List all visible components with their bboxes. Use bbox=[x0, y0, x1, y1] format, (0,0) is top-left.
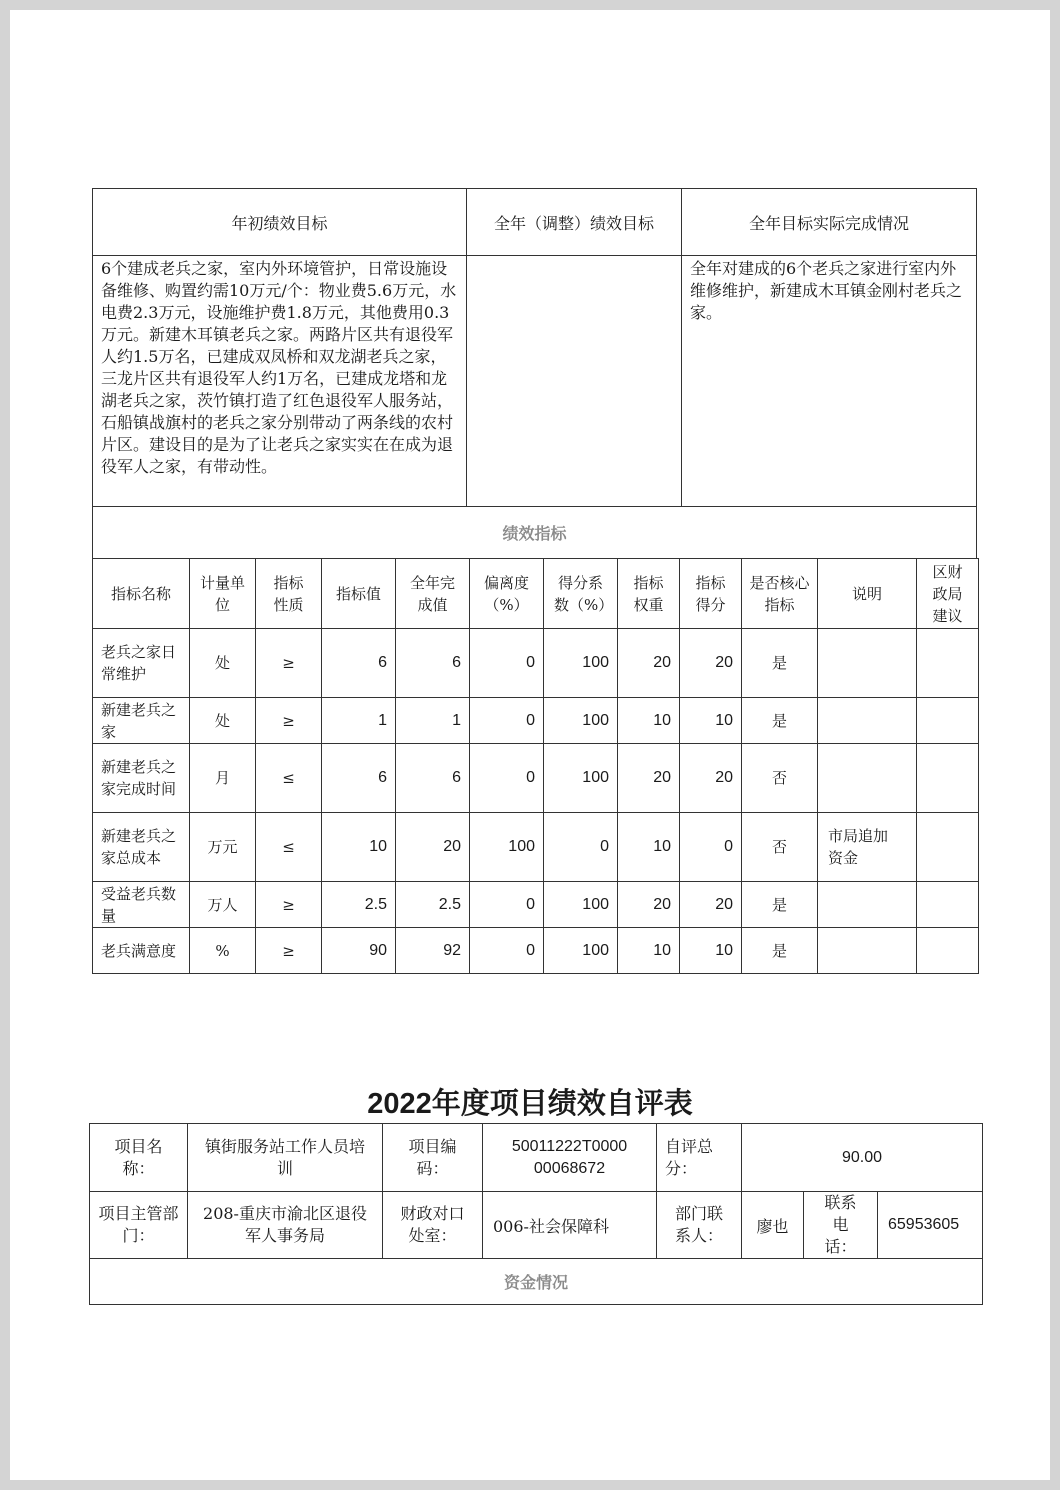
phone-value: 65953605 bbox=[878, 1192, 983, 1259]
indicator-score: 0 bbox=[680, 813, 742, 882]
table-row bbox=[93, 698, 979, 744]
indicator-coef: 100 bbox=[544, 698, 618, 744]
table-row bbox=[93, 744, 979, 813]
indicator-coef: 100 bbox=[544, 629, 618, 698]
indicator-note bbox=[818, 629, 917, 698]
project-code-label: 项目编码： bbox=[383, 1124, 483, 1192]
indicator-weight: 10 bbox=[618, 813, 680, 882]
indicator-target: 6 bbox=[322, 744, 396, 813]
indicator-deviation: 0 bbox=[470, 928, 544, 974]
indicator-nature: ≤ bbox=[256, 813, 322, 882]
adjusted-goal-text bbox=[467, 256, 682, 507]
indicator-weight: 20 bbox=[618, 882, 680, 928]
table-row bbox=[93, 813, 979, 882]
indicator-deviation: 0 bbox=[470, 698, 544, 744]
indicator-unit: 万人 bbox=[190, 882, 256, 928]
indicator-actual: 6 bbox=[396, 629, 470, 698]
project-name-value: 镇街服务站工作人员培训 bbox=[188, 1124, 383, 1192]
indicator-nature: ≥ bbox=[256, 698, 322, 744]
indicator-weight: 20 bbox=[618, 744, 680, 813]
contact-value: 廖也 bbox=[742, 1192, 804, 1259]
indicator-actual: 2.5 bbox=[396, 882, 470, 928]
indicator-name: 受益老兵数量 bbox=[93, 882, 190, 928]
indicator-advice bbox=[917, 928, 979, 974]
indicator-deviation: 100 bbox=[470, 813, 544, 882]
indicator-coef: 0 bbox=[544, 813, 618, 882]
indicator-score: 20 bbox=[680, 882, 742, 928]
indicator-deviation: 0 bbox=[470, 629, 544, 698]
indicator-nature: ≤ bbox=[256, 744, 322, 813]
indicator-target: 90 bbox=[322, 928, 396, 974]
goals-table bbox=[92, 188, 977, 559]
indicator-actual: 20 bbox=[396, 813, 470, 882]
contact-label: 部门联系人： bbox=[657, 1192, 742, 1259]
indicator-unit: 月 bbox=[190, 744, 256, 813]
score-label: 自评总分： bbox=[657, 1124, 742, 1192]
indicators-table bbox=[92, 558, 979, 974]
col-header-name: 指标名称 bbox=[93, 559, 190, 629]
col-header-advice: 区财政局建议 bbox=[917, 559, 979, 629]
indicator-name: 新建老兵之家总成本 bbox=[93, 813, 190, 882]
indicator-name: 老兵满意度 bbox=[93, 928, 190, 974]
dept-value: 208-重庆市渝北区退役军人事务局 bbox=[188, 1192, 383, 1259]
indicator-actual: 92 bbox=[396, 928, 470, 974]
col-header-nature: 指标性质 bbox=[256, 559, 322, 629]
indicator-coef: 100 bbox=[544, 928, 618, 974]
indicator-core: 否 bbox=[742, 813, 818, 882]
goals-header-adjusted: 全年（调整）绩效目标 bbox=[467, 189, 682, 256]
indicator-target: 10 bbox=[322, 813, 396, 882]
indicator-note bbox=[818, 744, 917, 813]
indicator-core: 是 bbox=[742, 698, 818, 744]
indicator-nature: ≥ bbox=[256, 629, 322, 698]
indicator-unit: % bbox=[190, 928, 256, 974]
indicator-coef: 100 bbox=[544, 882, 618, 928]
table-row bbox=[93, 928, 979, 974]
funding-band: 资金情况 bbox=[90, 1259, 983, 1305]
indicator-nature: ≥ bbox=[256, 928, 322, 974]
indicator-weight: 10 bbox=[618, 698, 680, 744]
indicator-core: 是 bbox=[742, 629, 818, 698]
indicator-core: 是 bbox=[742, 882, 818, 928]
project-code-value: 50011222T000000068672 bbox=[483, 1124, 657, 1192]
indicator-core: 是 bbox=[742, 928, 818, 974]
indicator-weight: 20 bbox=[618, 629, 680, 698]
indicator-score: 20 bbox=[680, 744, 742, 813]
goals-header-actual: 全年目标实际完成情况 bbox=[682, 189, 977, 256]
self-evaluation-table bbox=[89, 1123, 983, 1305]
col-header-note: 说明 bbox=[818, 559, 917, 629]
indicator-score: 10 bbox=[680, 698, 742, 744]
indicator-unit: 处 bbox=[190, 698, 256, 744]
form-title: 2022年度项目绩效自评表 bbox=[367, 1088, 693, 1120]
indicator-note bbox=[818, 698, 917, 744]
indicator-nature: ≥ bbox=[256, 882, 322, 928]
indicator-coef: 100 bbox=[544, 744, 618, 813]
col-header-coef: 得分系数（%） bbox=[544, 559, 618, 629]
col-header-unit: 计量单位 bbox=[190, 559, 256, 629]
table-row bbox=[93, 629, 979, 698]
indicator-note: 市局追加资金 bbox=[818, 813, 917, 882]
col-header-score: 指标得分 bbox=[680, 559, 742, 629]
col-header-actual: 全年完成值 bbox=[396, 559, 470, 629]
table-row bbox=[93, 882, 979, 928]
goals-header-initial: 年初绩效目标 bbox=[93, 189, 467, 256]
indicator-score: 10 bbox=[680, 928, 742, 974]
col-header-core: 是否核心指标 bbox=[742, 559, 818, 629]
indicator-advice bbox=[917, 698, 979, 744]
phone-label: 联系电话： bbox=[804, 1192, 878, 1259]
col-header-weight: 指标权重 bbox=[618, 559, 680, 629]
indicator-name: 新建老兵之家完成时间 bbox=[93, 744, 190, 813]
indicators-band: 绩效指标 bbox=[93, 507, 977, 559]
indicator-actual: 1 bbox=[396, 698, 470, 744]
indicator-deviation: 0 bbox=[470, 744, 544, 813]
finance-value: 006-社会保障科 bbox=[483, 1192, 657, 1259]
indicator-weight: 10 bbox=[618, 928, 680, 974]
indicator-name: 老兵之家日常维护 bbox=[93, 629, 190, 698]
indicator-name: 新建老兵之家 bbox=[93, 698, 190, 744]
indicator-note bbox=[818, 882, 917, 928]
indicator-unit: 处 bbox=[190, 629, 256, 698]
indicator-advice bbox=[917, 882, 979, 928]
project-name-label: 项目名称： bbox=[90, 1124, 188, 1192]
indicator-target: 1 bbox=[322, 698, 396, 744]
col-header-deviation: 偏离度（%） bbox=[470, 559, 544, 629]
score-value: 90.00 bbox=[742, 1124, 983, 1192]
indicators-header-row bbox=[93, 559, 979, 629]
col-header-target: 指标值 bbox=[322, 559, 396, 629]
indicator-advice bbox=[917, 813, 979, 882]
dept-label: 项目主管部门： bbox=[90, 1192, 188, 1259]
indicator-target: 2.5 bbox=[322, 882, 396, 928]
indicator-deviation: 0 bbox=[470, 882, 544, 928]
indicator-core: 否 bbox=[742, 744, 818, 813]
indicator-score: 20 bbox=[680, 629, 742, 698]
indicator-advice bbox=[917, 629, 979, 698]
indicator-note bbox=[818, 928, 917, 974]
actual-completion-text: 全年对建成的6个老兵之家进行室内外维修维护，新建成木耳镇金刚村老兵之家。 bbox=[682, 256, 977, 507]
initial-goal-text: 6个建成老兵之家，室内外环境管护，日常设施设备维修、购置约需10万元/个：物业费5.6万元，水电费2.3万元，设施维护费1.8万元，其他费用0.3万元。新建木耳镇老兵之家。两路片区共有退役军人约1.5万名，已建成双凤桥和双龙湖老兵之家，三龙片区共有退役军人约1万名，已建成龙塔和龙湖老兵之家，茨竹镇打造了红色退役军人服务站，石船镇战旗村的老兵之家分别带动了两条线的农村片区。建设目的是为了让老兵之家实实在在成为退役军人之家，有带动性。 bbox=[93, 256, 467, 507]
indicator-actual: 6 bbox=[396, 744, 470, 813]
indicator-advice bbox=[917, 744, 979, 813]
indicator-target: 6 bbox=[322, 629, 396, 698]
finance-label: 财政对口处室： bbox=[383, 1192, 483, 1259]
indicator-unit: 万元 bbox=[190, 813, 256, 882]
